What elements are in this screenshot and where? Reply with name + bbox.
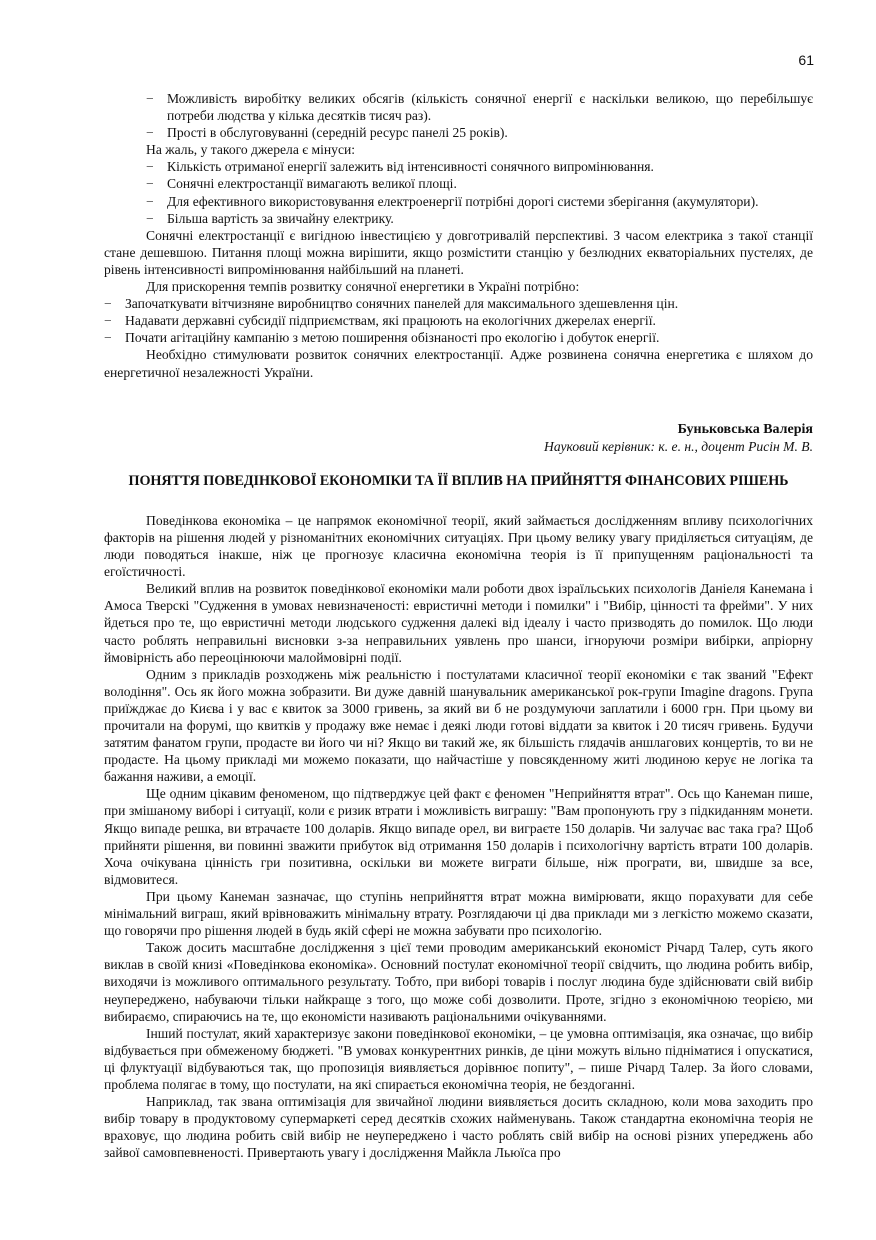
paragraph-investment: Сонячні електростанції є вигідною інвестицією у довготривалій перспективі. З часом електрика з такої станції стане дешевшою. Питання площі можна вирішити, якщо розмістити станцію у безлюдних екваторіальних пустелях, де рівень інтенсивності випромінювання найбільший на планеті. [104,227,813,277]
body-paragraph: Великий вплив на розвиток поведінкової економіки мали роботи двох ізраїльських психологів Даніеля Канемана і Амоса Тверскі "Судження в умовах невизначеності: евристичні методи і помилки" і "Вибір, цінності та фрейми". У них йдеться про те, що евристичні методи людського судження далекі від ідеалу і часто призводять до помилок. Що люди часто роблять неправильні висновки з-за неправильних уявлень про шанси, ігноруючи розміри вибірки, апріорну ймовірність або переоцінюючи малоймовірні події. [104,581,813,665]
author-block [104,421,813,455]
list-item: − Надавати державні субсидії підприємствам, які працюють на екологічних джерелах енергії. [104,312,813,329]
list-item: − Для ефективного використовування електроенергії потрібні дорогі системи зберігання (акумулятори). [146,193,813,210]
acceleration-list [104,295,813,346]
body-paragraph: Ще одним цікавим феноменом, що підтверджує цей факт є феномен "Неприйняття втрат". Ось що Канеман пише, при змішаному виборі і ситуації, коли є ризик втрати і можливість виграшу: "Вам пропонують гру з підкиданням монети. Якщо випаде решка, ви втрачаєте 100 доларів. Якщо випаде орел, ви виграєте 150 доларів. Чи залучає вас така гра? Щоб прийняти рішення, ви повинні зважити прибуток від отримання 150 доларів і психологічну вартість втрати 100 доларів. Хоча очікувана цінність гри позитивна, оскільки ви можете виграти більше, ніж програти, ви, швидше за все, відмовитеся. [104,786,813,887]
acceleration-intro: Для прискорення темпів розвитку сонячної енергетики в Україні потрібно: [146,279,580,295]
body-paragraph: Поведінкова економіка – це напрямок економічної теорії, який займається дослідженням впливу психологічних факторів на рішення людей у різноманітних економічних ситуаціях. При цьому велику увагу приділяється ситуаціям, де люди поводяться інакше, ніж це прогнозує класична економічна теорія із її припущенням раціональності та егоїстичності. [104,512,813,580]
list-item: − Започаткувати вітчизняне виробництво сонячних панелей для максимального здешевлення цін. [104,295,813,312]
page-number: 61 [798,52,814,68]
body-paragraph: Також досить масштабне дослідження з цієї теми проводим американський економіст Річард Талер, суть якого виклав в своїй книзі «Поведінкова економіка». Основний постулат економічної теорії свідчить, що людина робить вибір, виходячи із можливого оптимального результату. Тобто, при виборі товарів і послуг людина буде здійснювати свій вибір неупереджено, набуваючи тільки найкраще з того, що може собі дозволити. Проте, згідно з економічною теорією, ми вибираємо, спираючись на те, що економісти називають раціональними очікуваннями. [104,940,813,1024]
body-paragraph: Наприклад, так звана оптимізація для звичайної людини виявляється досить складною, коли мова заходить про вибір товару в продуктовому супермаркеті серед десятків схожих найменувань. Також стандартна економічна теорія не враховує, що людина робить свій вибір не неупереджено і часто роблять свій вибір на основі різних упереджень або зайвої самовпевненості. Привертають увагу і дослідження Майкла Льюїса про [104,1094,813,1161]
list-item: − Прості в обслуговуванні (середній ресурс панелі 25 років). [146,124,813,141]
list-item: − Можливість виробітку великих обсягів (кількість сонячної енергії є наскільки великою, що перебільшує потреби людства у кілька десятків тисяч раз). [146,90,813,124]
pros-list [146,90,813,141]
cons-intro: На жаль, у такого джерела є мінуси: [146,142,356,158]
list-item: − Сонячні електростанції вимагають великої площі. [146,175,813,192]
solar-energy-section [104,90,813,227]
conclusion-paragraph: Необхідно стимулювати розвиток сонячних електростанції. Адже розвинена сонячна енергетика є шляхом до енергетичної незалежності України. [104,347,813,380]
supervisor: Науковий керівник: к. е. н., доцент Рисін М. В. [544,438,813,454]
body-paragraph: При цьому Канеман зазначає, що ступінь неприйняття втрат можна вимірювати, якщо порахувати для себе мінімальний виграш, який врівноважить мінімальну втрату. Розглядаючи ці два приклади ми з легкістю можемо сказати, що говорячи про рішення людей в будь якій сфері не можна забувати про психологію. [104,888,813,939]
cons-list [146,158,813,226]
article-title: ПОНЯТТЯ ПОВЕДІНКОВОЇ ЕКОНОМІКИ ТА ЇЇ ВПЛИВ НА ПРИЙНЯТТЯ ФІНАНСОВИХ РІШЕНЬ [128,472,789,489]
body-paragraph: Одним з прикладів розходжень між реальністю і постулатами класичної теорії економіки є так званий "Ефект володіння". Ось як його можна зобразити. Ви дуже давній шанувальник американської рок-групи Imagine dragons. Група приїжджає до Києва і у вас є квиток за 3000 гривень, за який ви б не роздумуючи заплатили і 6000 грн. При цьому ви прочитали на форумі, що квитків у продажу вже немає і деякі люди готові віддати за квиток і 20 тисяч гривень. Будучи затятим фанатом групи, продасте ви його чи ні? Якщо ви такий же, як більшість глядачів аншлагових концертів, то ви не продасте. На цьому прикладі ми можемо показати, що найчастіше у повсякденному житі людиною керує не логіка та бажання наживи, а емоції. [104,666,813,785]
list-item: − Почати агітаційну кампанію з метою поширення обізнаності про екологію і добуток енергії. [104,329,813,346]
list-item: − Більша вартість за звичайну електрику. [146,210,813,227]
body-paragraph: Інший постулат, який характеризує закони поведінкової економіки, – це умовна оптимізація, яка означає, що вибір відбувається при обмеженому бюджеті. "В умовах конкурентних ринків, де ціни можуть вільно підніматися і опускатися, ці флуктуації відбуваються так, що пропозиція виявляється дорівнює попиту", – пише Річард Талер. За його словами, проблема полягає в тому, що постулати, на які спирається економічна теорія, не бездоганні. [104,1025,813,1092]
list-item: − Кількість отриманої енергії залежить від інтенсивності сонячного випромінювання. [146,158,813,175]
author-name: Буньковська Валерія [677,421,813,437]
page-content [104,90,813,1161]
article-body [104,512,813,1162]
